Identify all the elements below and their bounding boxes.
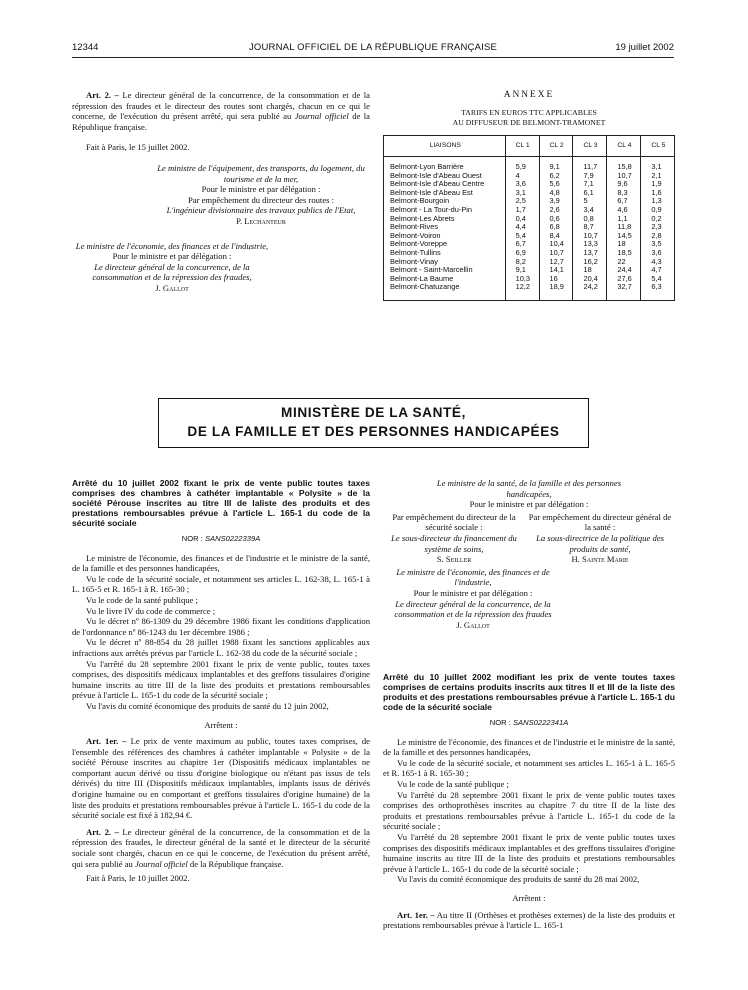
price-cell: 18,5 bbox=[607, 249, 641, 258]
visa-paragraph: Vu l'avis du comité économique des produits de santé du 28 mai 2002, bbox=[397, 874, 640, 885]
price-cell: 6,2 bbox=[539, 172, 573, 181]
price-cell: 24,4 bbox=[607, 266, 641, 275]
annexe-subtitle-2: AU DIFFUSEUR DE BELMONT-TRAMONET bbox=[452, 117, 606, 127]
ministry-line-1: MINISTÈRE DE LA SANTÉ, bbox=[281, 405, 466, 420]
liaison-cell: Belmont - La Tour-du-Pin bbox=[390, 204, 473, 214]
price-cell: 18 bbox=[573, 266, 607, 275]
price-cell: 2,6 bbox=[539, 206, 573, 215]
price-cell: 13,3 bbox=[573, 240, 607, 249]
price-cell: 32,7 bbox=[607, 283, 641, 300]
right-signatures bbox=[383, 478, 675, 630]
price-cell: 3,6 bbox=[505, 180, 539, 189]
price-cell: 6,7 bbox=[505, 240, 539, 249]
price-cell: 8,7 bbox=[573, 223, 607, 232]
price-cell: 1,6 bbox=[641, 189, 675, 198]
price-cell: 5,6 bbox=[539, 180, 573, 189]
liaison-cell: Belmont-Isle d'Abeau Ouest bbox=[390, 170, 482, 180]
table-row bbox=[384, 157, 675, 172]
column-header-cl1: CL 1 bbox=[505, 136, 539, 157]
price-cell: 4,8 bbox=[539, 189, 573, 198]
price-cell: 10,3 bbox=[505, 275, 539, 284]
table-row bbox=[384, 283, 675, 300]
arrete-2-arretent: Arrêtent : bbox=[512, 892, 546, 903]
signature-block-1: Le ministre de l'équipement, des transports, du logement, du tourisme et de la mer, Pour le ministre et par délégation : Par empêchement du directeur des routes : L'ingénieur divisionnaire des travaux publics de l'Etat, P. Lechanteur bbox=[157, 162, 365, 226]
price-cell: 12,2 bbox=[505, 283, 539, 300]
art2-paragraph: Art. 2. – Le directeur général de la concurrence, de la consommation et de la répression des fraudes et le directeur des routes sont chargés, chacun en ce qui le concerne, de l'exécution du présent arrêté, qui sera publié au Journal officiel de la République française. bbox=[72, 90, 370, 132]
price-cell: 9,6 bbox=[607, 180, 641, 189]
visa-paragraph: Vu l'arrêté du 28 septembre 2001 fixant le prix de vente public, toutes taxes comprises, des dispositifs médicaux implantables et des greffons tissulaires d'origine humaine inscrits au titre III de la liste des produits et prestations remboursables prévue à l'article L. 165-1 du code de la sécurité sociale ; bbox=[72, 658, 370, 701]
price-cell: 6,1 bbox=[573, 189, 607, 198]
price-cell: 2,8 bbox=[641, 232, 675, 241]
column-header-cl2: CL 2 bbox=[539, 136, 573, 157]
price-cell: 1,3 bbox=[641, 197, 675, 206]
price-cell: 7,1 bbox=[573, 180, 607, 189]
arrete-1 bbox=[72, 478, 370, 884]
visa-paragraph: Vu le code de la santé publique ; bbox=[397, 778, 509, 789]
liaison-cell: Belmont-La Baume bbox=[390, 273, 454, 283]
annexe-title: ANNEXE bbox=[503, 90, 555, 100]
arrete-1-arretent: Arrêtent : bbox=[204, 719, 238, 730]
price-cell: 0,4 bbox=[505, 215, 539, 224]
column-header-cl5: CL 5 bbox=[641, 136, 675, 157]
price-cell: 5 bbox=[573, 197, 607, 206]
arrete-2-article-1: Art. 1er. – Au titre II (Orthèses et prothèses externes) de la liste des produits et prestations remboursables prévue à l'article L. 165-1 bbox=[383, 909, 675, 931]
price-cell: 5,4 bbox=[505, 232, 539, 241]
liaison-cell: Belmont-Tullins bbox=[390, 247, 441, 257]
visa-paragraph: Vu le code de la sécurité sociale, et notamment ses articles L. 165-1 à L. 165-5 et R. 165-1 à R. 165-30 ; bbox=[383, 757, 675, 779]
price-cell: 4,4 bbox=[505, 223, 539, 232]
price-cell: 2,5 bbox=[505, 197, 539, 206]
liaison-cell: Belmont-Voreppe bbox=[390, 239, 448, 249]
visa-paragraph: Vu l'arrêté du 28 septembre 2001 fixant le prix de vente public toutes taxes comprises des orthoprothèses inscrites au chapitre 7 du titre II de la liste des produits et prestations remboursables prévue à l'article L. 165-1 du code de la sécurité sociale ; bbox=[383, 789, 675, 832]
liaison-cell: Belmont-Voiron bbox=[390, 230, 441, 240]
ministry-heading bbox=[158, 398, 589, 448]
arrete-1-nor: NOR : SANS0222339A bbox=[181, 534, 261, 543]
price-cell: 0,8 bbox=[573, 215, 607, 224]
annexe-subtitle-1: TARIFS EN EUROS TTC APPLICABLES bbox=[461, 108, 597, 117]
arrete-1-fait: Fait à Paris, le 10 juillet 2002. bbox=[86, 873, 190, 884]
price-cell: 12,7 bbox=[539, 258, 573, 267]
price-cell: 0,6 bbox=[539, 215, 573, 224]
liaison-cell: Belmont - Saint-Marcellin bbox=[390, 265, 473, 275]
page-number: 12344 bbox=[72, 42, 99, 53]
price-cell: 4,3 bbox=[641, 258, 675, 267]
price-cell: 16 bbox=[539, 275, 573, 284]
column-header-liaisons: LIAISONS bbox=[384, 136, 506, 157]
tariff-table bbox=[383, 135, 675, 301]
fait-a-paris: Fait à Paris, le 15 juillet 2002. bbox=[86, 142, 190, 153]
price-cell: 4 bbox=[505, 172, 539, 181]
arrete-2 bbox=[383, 672, 675, 931]
signature-economie: Le ministre de l'économie, des finances et de l'industrie, Pour le ministre et par délégation : Le directeur général de la concurrence, de la consommation et de la répression des fraudes J. Gallot bbox=[394, 566, 552, 630]
liaison-cell: Belmont-Isle d'Abeau Est bbox=[390, 187, 473, 197]
issue-date: 19 juillet 2002 bbox=[615, 42, 674, 53]
visa-paragraph: Vu le décret nº 88-854 du 28 juillet 1988 fixant les sanctions applicables aux infractions aux arrêtés prévus par l'article L. 162-38 du code de la sécurité sociale ; bbox=[72, 637, 370, 658]
price-cell: 5,4 bbox=[641, 275, 675, 284]
price-cell: 27,6 bbox=[607, 275, 641, 284]
price-cell: 18 bbox=[607, 240, 641, 249]
price-cell: 10,4 bbox=[539, 240, 573, 249]
price-cell: 2,1 bbox=[641, 172, 675, 181]
price-cell: 0,9 bbox=[641, 206, 675, 215]
running-header bbox=[72, 42, 674, 56]
visa-paragraph: Vu le décret nº 86-1309 du 29 décembre 1986 fixant les conditions d'application de l'ordonnance nº 86-1243 du 1er décembre 1986 ; bbox=[72, 616, 370, 637]
price-cell: 3,5 bbox=[641, 240, 675, 249]
price-cell: 9,1 bbox=[539, 157, 573, 172]
price-cell: 8,3 bbox=[607, 189, 641, 198]
liaison-cell: Belmont-Bourgoin bbox=[390, 196, 450, 206]
price-cell: 1,1 bbox=[607, 215, 641, 224]
price-cell: 14,1 bbox=[539, 266, 573, 275]
price-cell: 6,9 bbox=[505, 249, 539, 258]
top-left-column bbox=[72, 90, 370, 294]
visa-paragraph: Vu l'avis du comité économique des produits de santé du 12 juin 2002, bbox=[86, 700, 329, 711]
visa-paragraph: Le ministre de l'économie, des finances et de l'industrie et le ministre de la santé, de la famille et des personnes handicapées, bbox=[72, 552, 370, 574]
price-cell: 4,6 bbox=[607, 206, 641, 215]
price-cell: 10,7 bbox=[539, 249, 573, 258]
price-cell: 3,9 bbox=[539, 197, 573, 206]
price-cell: 20,4 bbox=[573, 275, 607, 284]
ministry-line-2: DE LA FAMILLE ET DES PERSONNES HANDICAPÉES bbox=[187, 424, 560, 439]
arrete-1-visas bbox=[72, 553, 370, 712]
liaison-cell: Belmont-Vinay bbox=[390, 256, 438, 266]
liaison-cell: Belmont-Chatuzange bbox=[390, 282, 460, 292]
price-cell: 3,4 bbox=[573, 206, 607, 215]
price-cell: 6,8 bbox=[539, 223, 573, 232]
price-cell: 3,6 bbox=[641, 249, 675, 258]
price-cell: 15,8 bbox=[607, 157, 641, 172]
column-header-cl4: CL 4 bbox=[607, 136, 641, 157]
price-cell: 10,7 bbox=[573, 232, 607, 241]
price-cell: 0,2 bbox=[641, 215, 675, 224]
price-cell: 7,9 bbox=[573, 172, 607, 181]
price-cell: 13,7 bbox=[573, 249, 607, 258]
liaison-cell: Belmont-Lyon Barrière bbox=[390, 162, 464, 171]
visa-paragraph: Vu l'arrêté du 28 septembre 2001 fixant le prix de vente public toutes taxes comprises des dispositifs médicaux implantables et des greffons tissulaires d'origine humaine inscrits au titre III de la liste des produits et prestations remboursables prévue à l'article L. 165-1 du code de la sécurité sociale ; bbox=[383, 831, 675, 874]
signature-securite-sociale: Par empêchement du directeur de la sécurité sociale : Le sous-directeur du financement du système de soins, S. Seiller bbox=[391, 511, 517, 565]
arrete-2-title: Arrêté du 10 juillet 2002 modifiant les prix de vente toutes taxes comprises de certains produits inscrits aux titres II et III de la liste des produits et des prestations remboursables prévue à l'article L. 165-1 du code de la sécurité sociale bbox=[383, 672, 675, 712]
price-cell: 24,2 bbox=[573, 283, 607, 300]
price-cell: 11,7 bbox=[573, 157, 607, 172]
price-cell: 6,7 bbox=[607, 197, 641, 206]
price-cell: 14,5 bbox=[607, 232, 641, 241]
price-cell: 3,1 bbox=[641, 157, 675, 172]
arrete-2-visas bbox=[383, 737, 675, 885]
annexe bbox=[383, 90, 675, 301]
signature-block-2: Le ministre de l'économie, des finances et de l'industrie, Pour le ministre et par délégation : Le directeur général de la concurrence, de la consommation et de la répression des fraudes, J. Gallot bbox=[75, 240, 269, 293]
column-header-cl3: CL 3 bbox=[573, 136, 607, 157]
price-cell: 18,9 bbox=[539, 283, 573, 300]
price-cell: 8,4 bbox=[539, 232, 573, 241]
signature-health: Le ministre de la santé, de la famille et des personnes handicapées, Pour le ministre et par délégation : bbox=[436, 478, 622, 510]
price-cell: 4,7 bbox=[641, 266, 675, 275]
visa-paragraph: Vu le code de la sécurité sociale, et notamment ses articles L. 162-38, L. 165-1 à L. 165-5 et R. 165-1 à R. 165-30 ; bbox=[72, 573, 370, 595]
liaison-cell: Belmont-Rives bbox=[390, 222, 439, 232]
arrete-1-article-1: Art. 1er. – Le prix de vente maximum au public, toutes taxes comprises, de l'ensemble des références des chambres à cathéter implantable « Polysite » de la société Pérouse inscrites au chapitre 1er (Dispositifs médicaux implantables ne comportant aucun dérivé ou tissu d'origine biologique ou n'étant pas issus de tels dérivés) du titre III (Dispositifs médicaux implantables, implants issus de dérivés d'origine humaine ou en comportant et greffons tissulaires d'origine humaine) de la liste des produits et prestations remboursables prévue à l'article L. 165-1 du code de la sécurité sociale est fixé à 182,94 €. bbox=[72, 736, 370, 821]
price-cell: 1,9 bbox=[641, 180, 675, 189]
price-cell: 16,2 bbox=[573, 258, 607, 267]
price-cell: 8,2 bbox=[505, 258, 539, 267]
price-cell: 2,3 bbox=[641, 223, 675, 232]
journal-title: JOURNAL OFFICIEL DE LA RÉPUBLIQUE FRANÇAISE bbox=[248, 42, 498, 53]
price-cell: 6,3 bbox=[641, 283, 675, 300]
arrete-2-nor: NOR : SANS0222341A bbox=[489, 718, 569, 727]
price-cell: 22 bbox=[607, 258, 641, 267]
price-cell: 11,8 bbox=[607, 223, 641, 232]
liaison-cell: Belmont-Les Abrets bbox=[390, 213, 455, 223]
arrete-1-article-2: Art. 2. – Le directeur général de la concurrence, de la consommation et de la répression des fraudes, le directeur général de la santé et le directeur de la sécurité sociale sont chargés, chacun en ce qui le concerne, de l'exécution du présent arrêté, qui sera publié au Journal officiel de la République française. bbox=[72, 826, 370, 869]
price-cell: 1,7 bbox=[505, 206, 539, 215]
visa-paragraph: Vu le code de la santé publique ; bbox=[86, 594, 198, 605]
visa-paragraph: Le ministre de l'économie, des finances et de l'industrie et le ministre de la santé, de la famille et des personnes handicapées, bbox=[383, 736, 676, 758]
price-cell: 5,9 bbox=[505, 157, 539, 172]
header-rule bbox=[72, 57, 674, 58]
price-cell: 10,7 bbox=[607, 172, 641, 181]
visa-paragraph: Vu le livre IV du code de commerce ; bbox=[86, 605, 216, 616]
arrete-1-title: Arrêté du 10 juillet 2002 fixant le prix de vente public toutes taxes comprises des chambres à cathéter implantable « Polysite » de la société Pérouse inscrites au titre III de laliste des produits et des prestations remboursables prévue à l'article L. 165-1 du code de la sécurité sociale bbox=[72, 478, 370, 528]
liaison-cell: Belmont-Isle d'Abeau Centre bbox=[390, 179, 485, 189]
signature-pair bbox=[383, 512, 675, 565]
price-cell: 9,1 bbox=[505, 266, 539, 275]
signature-sante: Par empêchement du directeur général de la santé : La sous-directrice de la politique des produits de santé, H. Sainte Marie bbox=[528, 511, 672, 565]
price-cell: 3,1 bbox=[505, 189, 539, 198]
